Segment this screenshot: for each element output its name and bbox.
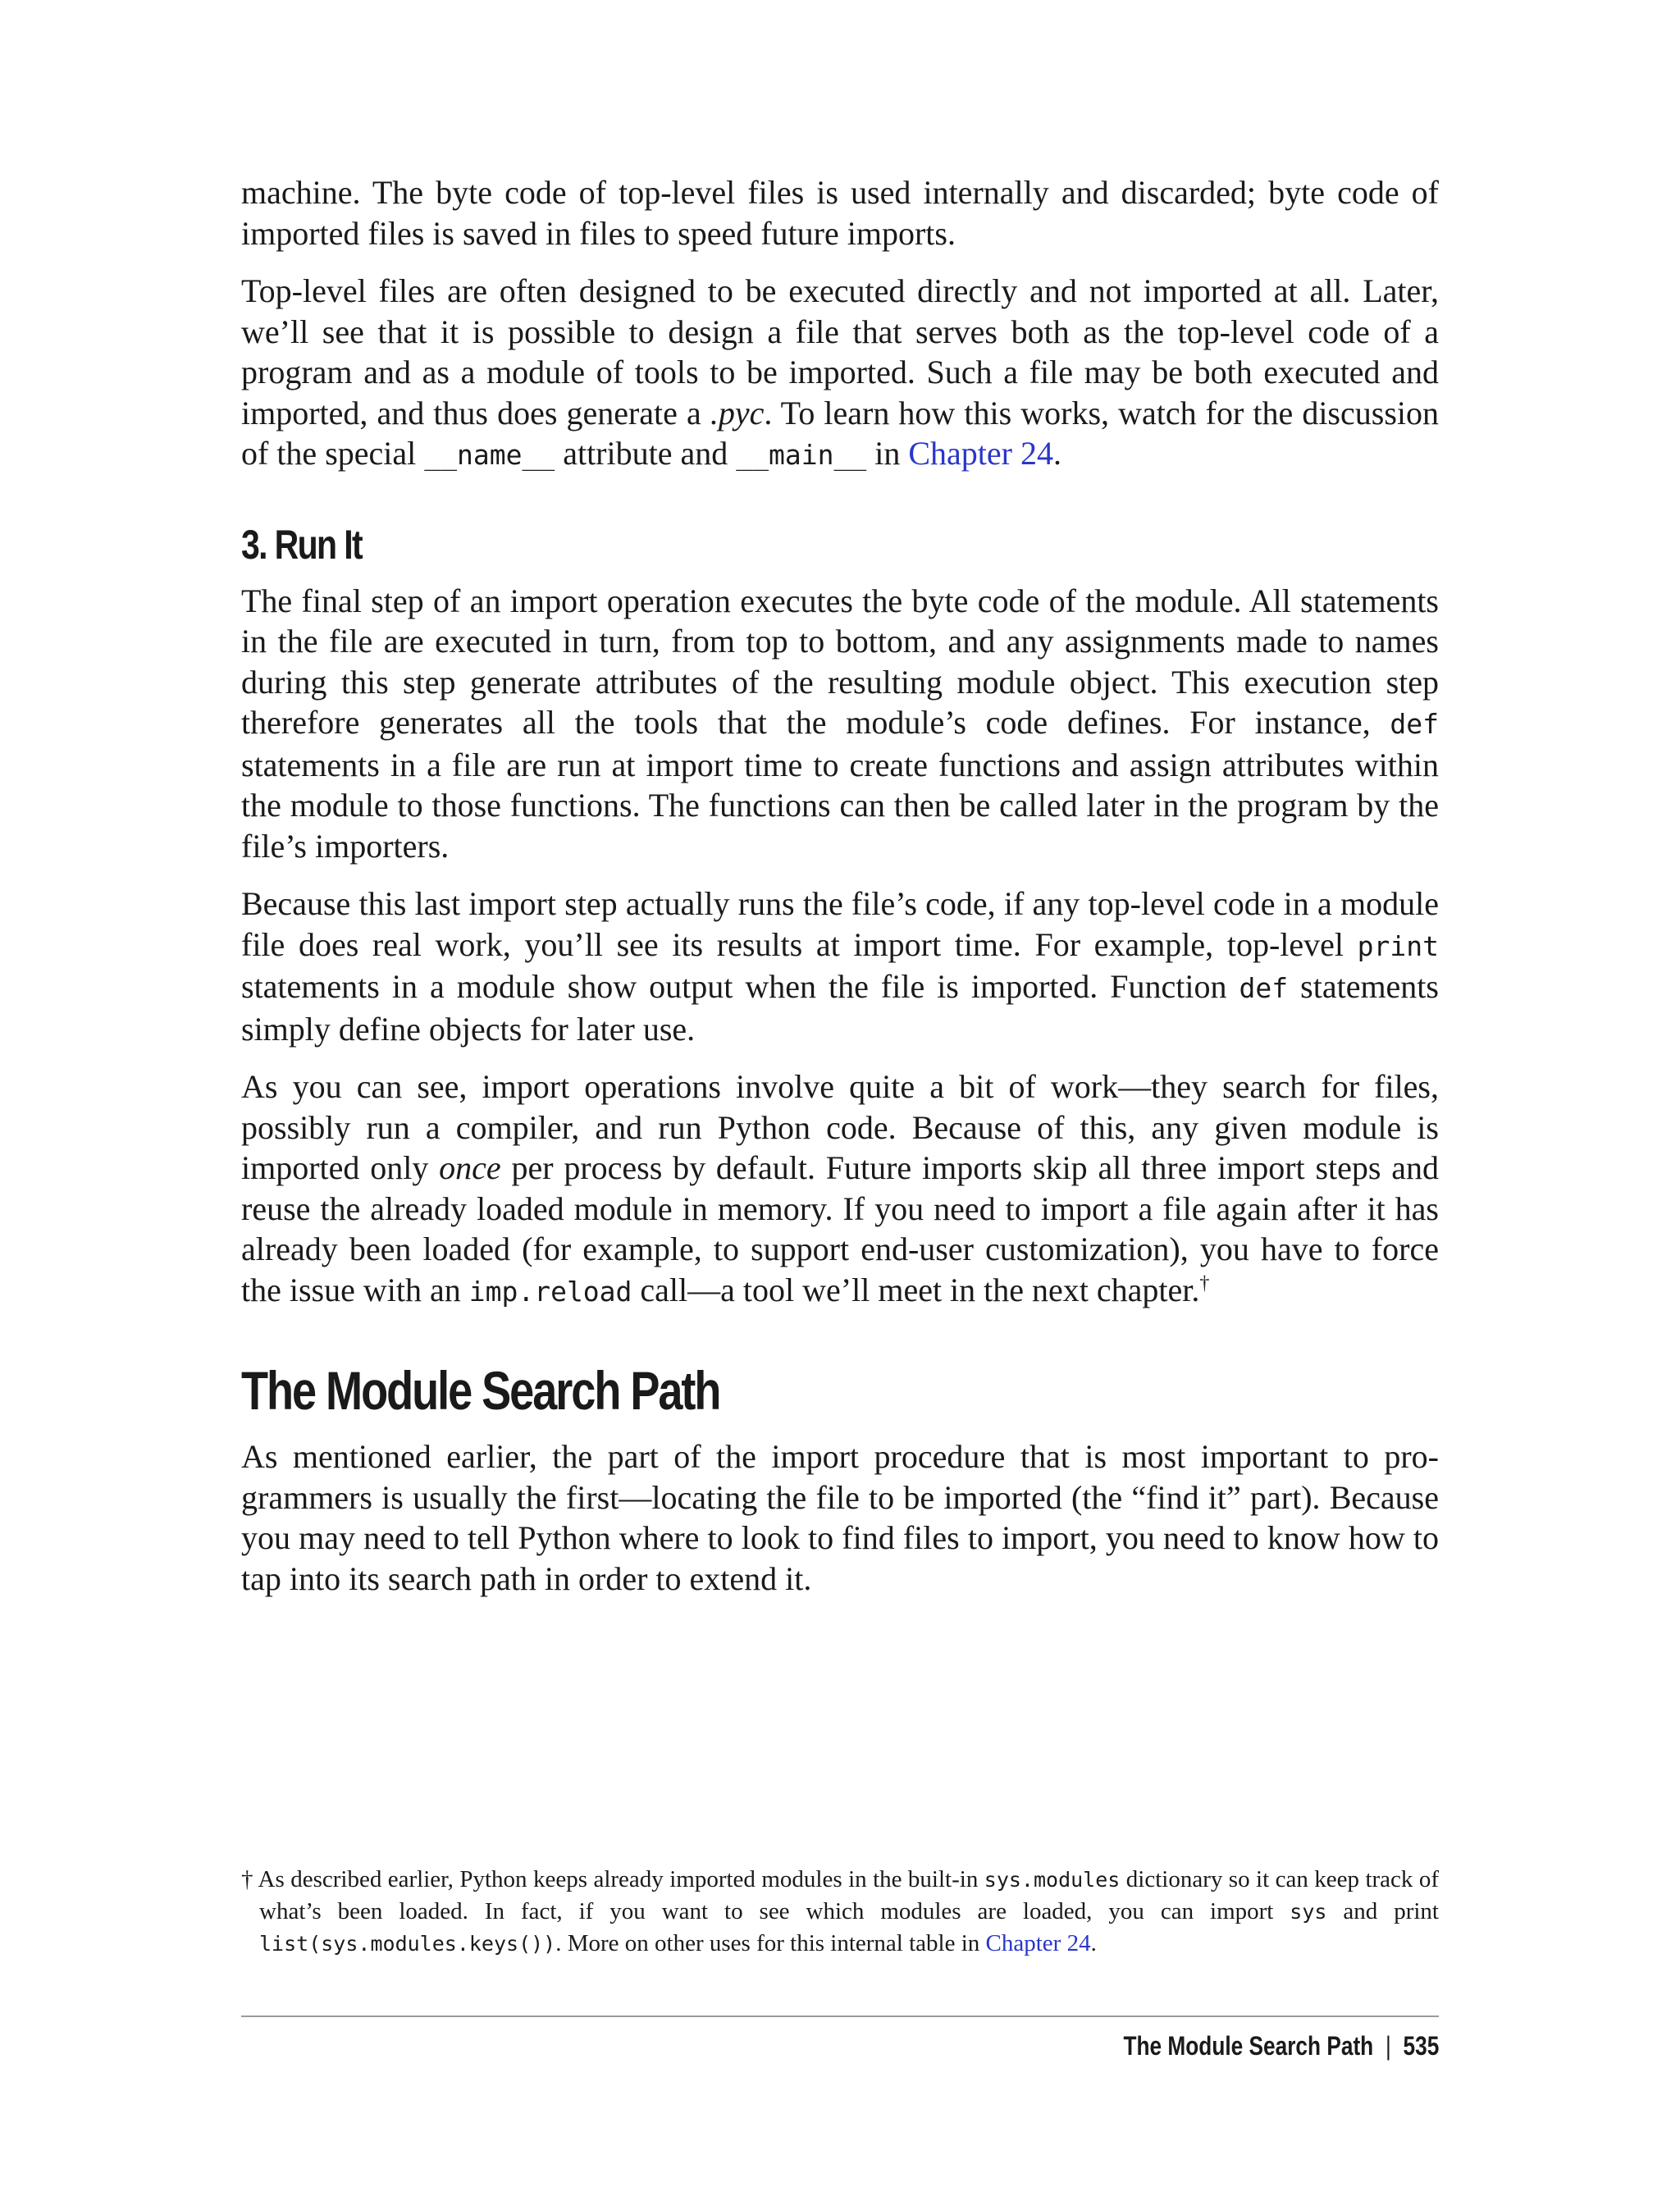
text-run: per process by default. Future imports skip all three import steps and reuse the already loaded module in memory. If you need to import a file again after it has already been loaded (for example, to support end-user customization), you have to force the issue with an: [241, 1149, 1440, 1308]
footer-separator: |: [1385, 2031, 1391, 2061]
text-run: . To learn how this works, watch for the discussion of the special: [241, 394, 1439, 472]
text-run: attribute and: [555, 435, 737, 472]
running-footer: [1123, 2031, 1439, 2061]
imp-reload-code: imp.reload: [468, 1275, 632, 1308]
paragraph-top-level-files: [241, 271, 1439, 476]
print-code: print: [1357, 929, 1439, 962]
text-run: As you can see, import operations involve quite a bit of work—they search for files, possibly run a compiler, and run Python code. Because of this, any given module is imported only: [241, 1068, 1439, 1186]
paragraph-last-import-step: [241, 883, 1439, 1049]
text-run: As described earlier, Python keeps already imported modules in the built-in: [253, 1866, 984, 1892]
text-run: statements in a module show output when the file is imported. Function: [241, 968, 1239, 1005]
text-run: The final step of an import operation executes the byte code of the module. All statements in the file are executed in turn, from top to bottom, and any assignments made to names during this step generate attributes of the resulting module object. This execution step therefore generates all the tools that the module’s code defines. For instance,: [241, 582, 1439, 741]
main-text: [241, 172, 1439, 1616]
text-run: and print: [1326, 1898, 1439, 1924]
footnote-marker[interactable]: †: [1199, 1272, 1210, 1294]
footer-rule: [241, 2016, 1439, 2017]
text-run: . More on other uses for this internal table in: [555, 1930, 986, 1956]
section-heading-module-search-path: The Module Search Path: [241, 1360, 720, 1421]
chapter-24-link[interactable]: Chapter 24: [908, 435, 1053, 472]
text-run: Top-level files are often designed to be executed directly and not imported at all. Later, we’ll see that it is possible to design a file that serves both as the top-level code of a program and as a module of tools to be imported. Such a file may be both executed and imported, and thus does generate a: [241, 272, 1439, 431]
sys-code: sys: [1290, 1900, 1327, 1924]
footnote-text: [241, 1864, 1439, 1960]
text-run: Because this last import step actually runs the file’s code, if any top-level code in a module file does real work, you’ll see its results at import time. For example, top-level: [241, 885, 1439, 963]
text-run: dictionary so it can keep track of what’s been loaded. In fact, if you want to see which modules are loaded, you can import: [259, 1866, 1440, 1924]
def-code: def: [1390, 708, 1439, 740]
pyc-emphasis: .pyc: [710, 394, 765, 431]
list-keys-code: list(sys.modules.keys()): [259, 1932, 556, 1956]
footnote-chapter-24-link[interactable]: Chapter 24: [985, 1930, 1091, 1956]
paragraph-bytecode: [241, 172, 1439, 253]
page-number: 535: [1403, 2031, 1439, 2061]
sys-modules-code: sys.modules: [984, 1868, 1121, 1892]
section-heading-run-it: 3. Run It: [241, 521, 362, 568]
name-attribute-code: __name__: [424, 439, 555, 471]
once-emphasis: once: [439, 1149, 501, 1186]
footer-title: The Module Search Path: [1123, 2031, 1373, 2061]
text-run: .: [1052, 435, 1061, 472]
text-run: in: [866, 435, 909, 472]
text-run: statements in a file are run at import time to create functions and assign attributes within the module to those functions. The functions can then be called later in the program by the file’s importers.: [241, 746, 1439, 865]
paragraph-text: machine. The byte code of top-level files is used internally and discarded; byte code of imported files is saved in files to speed future imports.: [241, 174, 1439, 252]
paragraph-final-step: [241, 581, 1439, 867]
paragraph-as-mentioned: [241, 1436, 1439, 1599]
text-run: .: [1090, 1930, 1097, 1956]
text-run: statements simply define objects for later use.: [241, 968, 1439, 1048]
main-code: __main__: [736, 439, 867, 471]
footnote-dagger: †: [241, 1866, 253, 1892]
paragraph-import-operations: [241, 1066, 1439, 1312]
paragraph-text: As mentioned earlier, the part of the import procedure that is most important to programmers is usually the first—locating the file to be imported (the “find it” part). Because you may need to tell Python where to look to find files to import, you need to know how to tap into its search path in order to extend it.: [241, 1438, 1439, 1597]
def-code: def: [1239, 972, 1289, 1004]
text-run: call—a tool we’ll meet in the next chapter.: [632, 1271, 1200, 1308]
footnote: [241, 1864, 1439, 1960]
